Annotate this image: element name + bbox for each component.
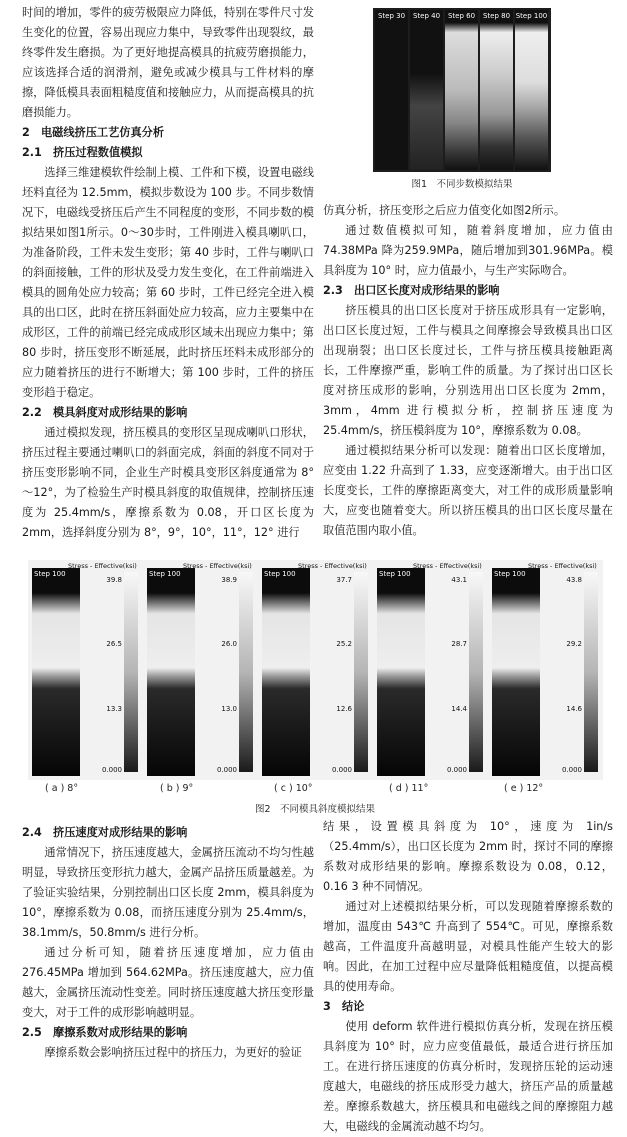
fig2-workpiece	[262, 568, 310, 776]
paragraph-2-5: 摩擦系数会影响挤压过程中的挤压力，为更好的验证	[44, 1046, 302, 1059]
fig2-workpiece	[147, 568, 195, 776]
fig1-step-panel	[480, 10, 513, 170]
paragraph-2-2: 通过模拟发现，挤压模具的变形区呈现成喇叭口形状，挤压过程主要通过喇叭口的斜面完成，斜面的斜度不同对于挤压变形影响不同，企业生产时模具变形区斜度通常为 8°～12°，为了检验生产时模具斜度的取值规律，控制挤压速度为 25.4mm/s，摩擦系数为 0.08，开口区长度为 2mm，选择斜度分别为 8°，9°，10°，11°，12° 进行	[22, 426, 314, 539]
fig2-panel-label: ( b ) 9°	[160, 783, 194, 794]
fig2-panel-label: ( c ) 10°	[274, 783, 313, 794]
figure-2-caption: 图2 不同模具斜度模拟结果	[254, 804, 376, 815]
fig2-stress-label: Stress - Effective(ksi)	[183, 562, 252, 570]
fig2-tick: 26.5	[106, 640, 122, 648]
fig2-tick: 43.1	[451, 576, 467, 584]
figure-2-die-slope-results	[28, 560, 603, 780]
paragraph-conclusion: 使用 deform 软件进行模拟仿真分析，发现在挤压模具斜度为 10° 时，应力应变值最低，最适合进行挤压加工。在进行挤压速度的仿真分析时，发现挤压轮的运动速度越大，电磁线的挤压成形受力越大，挤压产品的质量越差。摩擦系数越大，挤压模具和电磁线之间的摩擦阻力越大，电磁线的金属流动越不均匀。	[323, 1020, 613, 1133]
fig2-workpiece	[492, 568, 540, 776]
fig2-panel-label: ( a ) 8°	[45, 783, 79, 794]
paragraph-2-3-result: 通过模拟结果分析可以发现：随着出口区长度增加，应变由 1.22 升高到了 1.33，应变逐渐增大。由于出口区长度变长，工件的摩擦距离变大，对工件的成形质量影响大，应变也随着变大。所以挤压模具的出口区长度尽量在取值范围内取小值。	[323, 444, 613, 537]
fig1-step-panel	[410, 10, 443, 170]
fig1-step-panel	[375, 10, 408, 170]
section-2-1-heading: 2.1 挤压过程数值模拟	[22, 146, 143, 159]
fig2-color-scale	[124, 572, 138, 772]
fig1-step-label: Step 100	[515, 12, 548, 20]
fig2-tick: 14.6	[566, 705, 582, 713]
paragraph-continued: 仿真分析，挤压变形之后应力值变化如图2所示。	[323, 204, 566, 217]
fig2-step-label: Step 100	[379, 570, 411, 578]
section-2-2-heading: 2.2 模具斜度对成形结果的影响	[22, 406, 188, 419]
left-column-bottom	[22, 823, 314, 1063]
fig2-tick: 39.8	[106, 576, 122, 584]
fig2-panel-label: ( e ) 12°	[504, 783, 544, 794]
fig2-tick: 0.000	[446, 766, 467, 774]
fig2-stress-label: Stress - Effective(ksi)	[298, 562, 367, 570]
fig2-step-label: Step 100	[149, 570, 181, 578]
fig1-step-panel	[515, 10, 548, 170]
fig2-panel	[143, 560, 256, 780]
fig2-tick: 0.000	[561, 766, 582, 774]
figure-1-simulation-steps	[373, 8, 551, 172]
fig2-color-scale	[469, 572, 483, 772]
fig1-step-label: Step 40	[412, 12, 441, 20]
paragraph-2-3: 挤压模具的出口区长度对于挤压成形具有一定影响，出口区长度过短，工件与模具之间摩擦会导致模具出口区出现崩裂；出口区长度过长，工件与挤压模具接触距离长，工件摩擦严重，影响工件的质量。为了探讨出口区长度对挤压成形的影响，分别选用出口区长度为 2mm，3mm，4mm 进行模拟分析，控制挤压速度为 25.4mm/s，挤压模斜度为 10°，摩擦系数为 0.08。	[323, 304, 613, 437]
fig2-step-label: Step 100	[264, 570, 296, 578]
fig2-step-label: Step 100	[34, 570, 66, 578]
fig2-tick: 25.2	[336, 640, 352, 648]
fig2-tick: 13.3	[106, 705, 122, 713]
fig2-tick: 28.7	[451, 640, 467, 648]
fig2-tick: 12.6	[336, 705, 352, 713]
section-2-heading: 2 电磁线挤压工艺仿真分析	[22, 126, 165, 139]
fig2-tick: 0.000	[101, 766, 122, 774]
fig2-panel	[28, 560, 141, 780]
fig1-step-label: Step 30	[377, 12, 406, 20]
fig2-tick: 0.000	[216, 766, 237, 774]
fig2-tick: 37.7	[336, 576, 352, 584]
fig2-panel	[258, 560, 371, 780]
fig2-color-scale	[584, 572, 598, 772]
fig2-panel	[488, 560, 601, 780]
paragraph-continuation: 时间的增加，零件的疲劳极限应力降低，特别在零件尺寸发生变化的位置，容易出现应力集中，导致零件出现裂纹，最终零件发生磨损。为了更好地提高模具的抗疲劳磨损能力，应该选择合适的润滑剂，避免或减少模具与工件材料的摩擦，降低模具表面粗糙度值和接触应力，从而提高模具的抗磨损能力。	[22, 6, 314, 119]
paragraph-2-5-result: 通过对上述模拟结果分析，可以发现随着摩擦系数的增加，温度由 543℃ 升高到了 554℃。可见，摩擦系数越高，工件温度升高越明显，对模具性能产生较大的影响。因此，在加工过程中应尽量降低粗糙度值，以提高模具的使用寿命。	[323, 900, 613, 993]
section-2-5-heading: 2.5 摩擦系数对成形结果的影响	[22, 1026, 188, 1039]
fig2-stress-label: Stress - Effective(ksi)	[68, 562, 137, 570]
fig1-step-label: Step 60	[447, 12, 476, 20]
paragraph-2-4-b: 通过分析可知，随着挤压速度增加，应力值由 276.45MPa 增加到 564.62MPa。挤压速度越大，应力值越大，金属挤压流动性变差。同时挤压速度越大挤压变形量变大，对于工件的成形影响越明显。	[22, 946, 314, 1019]
right-column-middle	[323, 201, 613, 541]
fig2-workpiece	[32, 568, 80, 776]
paragraph-stress-values: 通过数值模拟可知，随着斜度增加，应力值由74.38MPa 降为259.9MPa，随后增加到301.96MPa。模具斜度为 10° 时，应力值最小，与生产实际吻合。	[323, 224, 613, 277]
fig2-tick: 29.2	[566, 640, 582, 648]
fig2-tick: 0.000	[331, 766, 352, 774]
section-2-4-heading: 2.4 挤压速度对成形结果的影响	[22, 826, 188, 839]
fig1-step-panel	[445, 10, 478, 170]
paragraph-2-1: 选择三维建模软件绘制上模、工件和下模，设置电磁线坯料直径为 12.5mm，模拟步数设为 100 步。不同步数情况下，电磁线受挤压后产生不同程度的变形，不同步数的模拟结果如图1所示。0～30步时，工件刚进入模具喇叭口，为准备阶段，工件未发生变形；第 40 步时，工件与喇叭口的斜面接触，工件的形状及受力发生变化，在工件前端进入模具的圆角处应力较高；第 60 步时，工件已经完全进入模具的出口区，此时在挤压斜面处应力较高，应力主要集中在成形区，工件的前端已经完成成形区域未出现应力集中；第 80 步时，挤压变形不断延展，此时挤压坯料未成形部分的应力随着挤压的进行不断增大；第 100 步时，工件的挤压变形趋于稳定。	[22, 166, 314, 399]
fig2-panel-label: ( d ) 11°	[389, 783, 429, 794]
fig2-workpiece	[377, 568, 425, 776]
fig2-tick: 38.9	[221, 576, 237, 584]
fig2-tick: 43.8	[566, 576, 582, 584]
fig2-color-scale	[354, 572, 368, 772]
fig2-panel	[373, 560, 486, 780]
fig2-color-scale	[239, 572, 253, 772]
paragraph-2-5-continued: 结果，设置模具斜度为 10°，速度为 1in/s（25.4mm/s），出口区长度为 2mm 时，探讨不同的摩擦系数对成形结果的影响。摩擦系数设为 0.08，0.12，0.16 3 种不同情况。	[323, 820, 613, 893]
fig2-stress-label: Stress - Effective(ksi)	[528, 562, 597, 570]
paragraph-2-4-a: 通常情况下，挤压速度越大，金属挤压流动不均匀性越明显，导致挤压变形抗力越大，金属产品挤压质量越差。为了验证实验结果，分别控制出口区长度 2mm，模具斜度为 10°，摩擦系数为 0.08，而挤压速度分别为 25.4mm/s，38.1mm/s，50.8mm/s 进行分析。	[22, 846, 314, 939]
left-column-top	[22, 3, 314, 543]
fig2-tick: 13.0	[221, 705, 237, 713]
fig1-step-label: Step 80	[482, 12, 511, 20]
figure-1-caption: 图1 不同步数模拟结果	[411, 179, 513, 190]
right-column-bottom	[323, 817, 613, 1137]
fig2-step-label: Step 100	[494, 570, 526, 578]
section-3-heading: 3 结论	[323, 1000, 365, 1013]
fig2-stress-label: Stress - Effective(ksi)	[413, 562, 482, 570]
section-2-3-heading: 2.3 出口区长度对成形结果的影响	[323, 284, 500, 297]
fig2-tick: 26.0	[221, 640, 237, 648]
fig2-tick: 14.4	[451, 705, 467, 713]
